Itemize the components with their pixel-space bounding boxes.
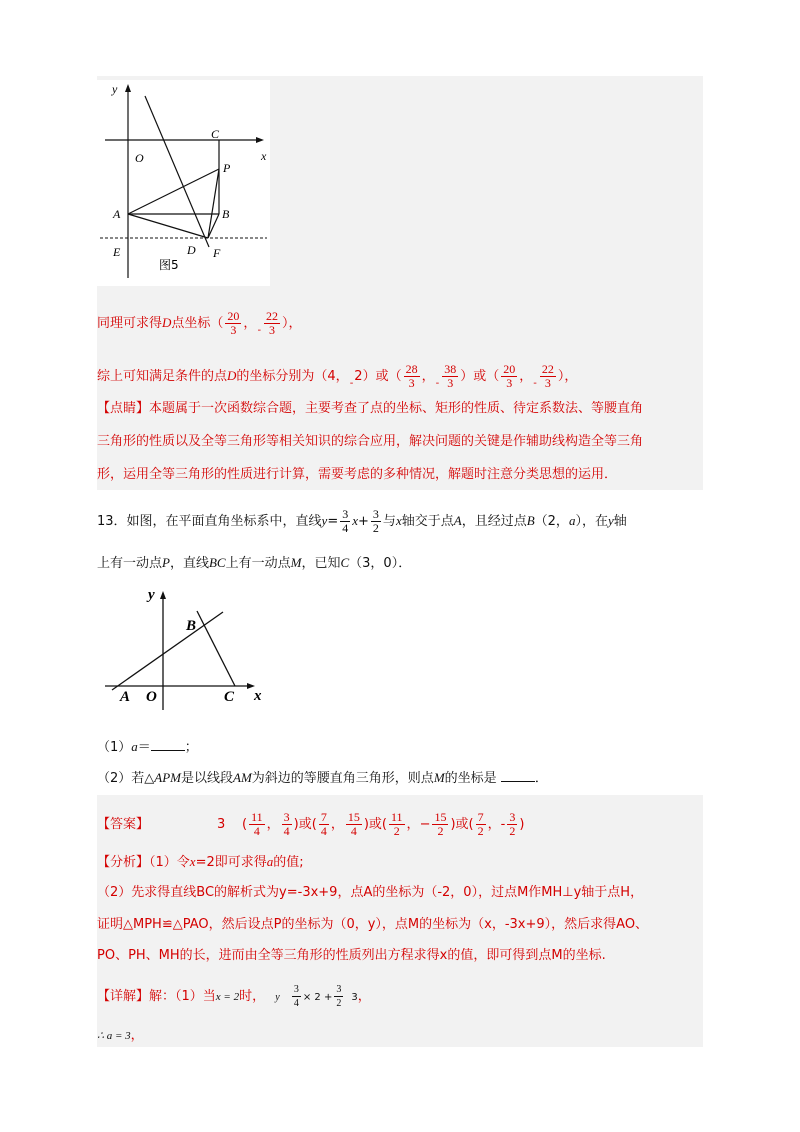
question-13-line-1: 13．如图，在平面直角坐标系中，直线y= $\frac{3}{4}$ x+ $\frac{3}{2}$ 与x轴交于点A，且经过点B（2，a），在y轴 [97,507,627,535]
fig5-label-P: P [223,161,231,175]
fig5-label-C: C [211,127,220,141]
fig13-line-AB [112,612,223,690]
fig5-label-O: O [135,151,144,165]
fig5-caption: 图5 [159,258,179,272]
fig13-label-O: O [146,689,157,705]
fig5-label-x: x [261,149,267,163]
paragraph-d-coordinate: 同理可求得D点坐标（ $\frac{20}{3}$ ，$_-$ $\frac{22}{3}$ ）， [97,309,302,337]
analysis-line-3: 证明△MPH≌△PAO，然后设点P的坐标为（0，y），点M的坐标为（x，-3x+9），然后求得AO、 [97,917,649,932]
fig13-label-B: B [186,618,197,634]
sub-question-1: （1）a＝ ； [97,739,198,755]
fig13-label-C: C [224,689,235,705]
fig5-label-F: F [213,246,221,260]
fig5-label-A: A [113,207,121,221]
fig5-label-B: B [222,207,230,221]
detail-line: 【详解】解：（1）当x = 2时， y $\frac{3}{4}$ × 2 + $\frac{3}{2}$ 3， [97,984,371,1009]
dianjing-line-2: 三角形的性质以及全等三角形等相关知识的综合应用，解决问题的关键是作辅助线构造全等三角 [97,434,644,449]
fig13-label-y: y [148,587,155,603]
fig13-label-A: A [120,689,131,705]
answer-blank-1[interactable] [151,738,185,751]
conclusion-line: ∴ a = 3， [97,1028,144,1043]
sub-question-2: （2）若△APM是以线段AM为斜边的等腰直角三角形，则点M的坐标是 ． [97,770,548,786]
answer-line: 【答案】 3 ( $\frac{11}{4}$ ， $\frac{3}{4}$ )或( $\frac{7}{4}$ ， $\frac{15}{4}$ )或( $\frac{11}{2}$ ，− $\frac{15}{2}$ )或( $\frac{7}{2}$ ，- $\frac{3}{2}$ ) [97,810,525,838]
fig13-label-x: x [254,688,262,704]
analysis-line-2: （2）先求得直线BC的解析式为y=-3x+9，点A的坐标为（-2，0），过点M作MH⊥y轴于点H， [97,885,644,900]
figure-13 [100,584,280,714]
paragraph-summary: 综上可知满足条件的点D的坐标分别为（4，$_-$2）或（ $\frac{28}{3}$ ，$_-$ $\frac{38}{3}$ ）或（ $\frac{20}{3}$ ，$_-$ $\frac{22}{3}$ ）， [97,362,578,390]
fig5-label-E: E [113,245,121,259]
fig13-line-BC [197,611,235,686]
dianjing-line-1: 【点睛】本题属于一次函数综合题，主要考查了点的坐标、矩形的性质、待定系数法、等腰直角 [97,401,644,416]
figure-5 [97,80,272,286]
question-13-line-2: 上有一动点P，直线BC上有一动点M，已知C（3，0）． [97,555,412,571]
fig5-label-D: D [187,243,196,257]
fig13-y-arrow [160,591,166,599]
dianjing-line-3: 形，运用全等三角形的性质进行计算，需要考虑的多种情况，解题时注意分类思想的运用． [97,467,618,482]
analysis-line-1: 【分析】（1）令x=2即可求得a的值; [97,854,304,870]
figure-5-bg [97,80,270,286]
analysis-line-4: PO、PH、MH的长，进而由全等三角形的性质列出方程求得x的值，即可得到点M的坐标. [97,948,606,963]
fig5-label-y: y [112,82,118,96]
answer-blank-2[interactable] [501,769,535,782]
